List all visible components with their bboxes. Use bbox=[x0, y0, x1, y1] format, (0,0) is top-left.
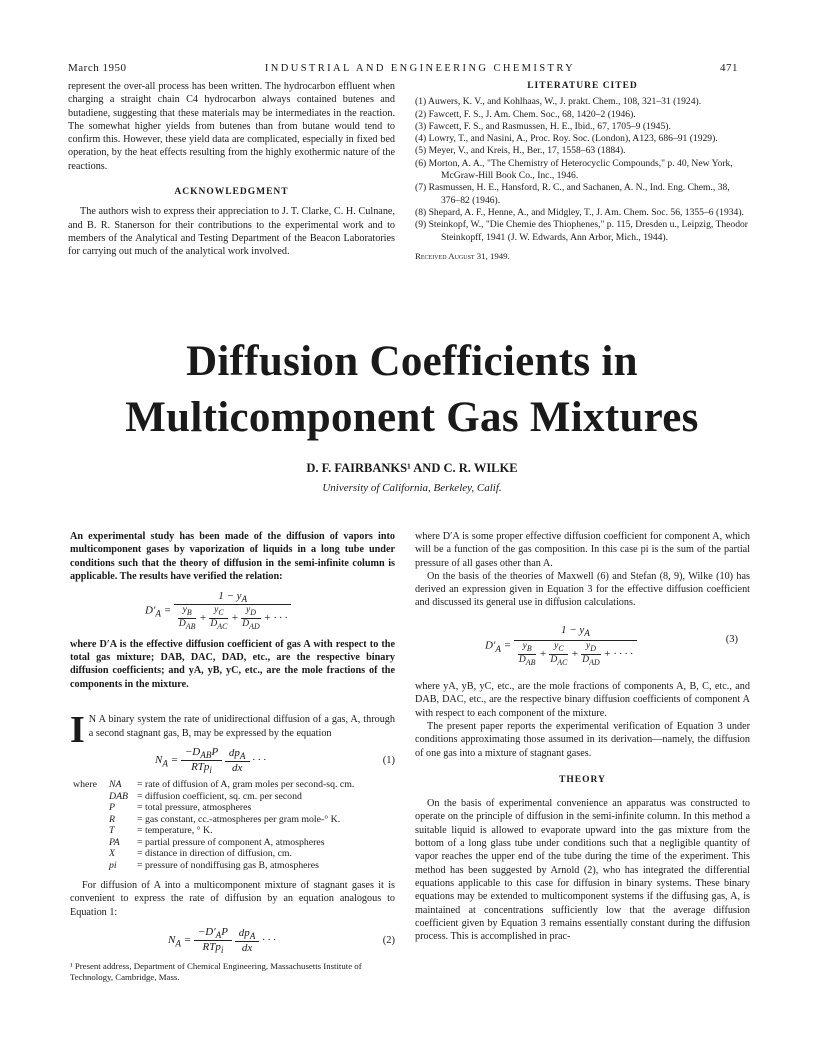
reference-item: (7) Rasmussen, H. E., Hansford, R. C., and Sachanen, A. N., Ind. Eng. Chem., 38, 376–82 (1946). bbox=[415, 182, 730, 206]
reference-item: (6) Morton, A. A., "The Chemistry of Heterocyclic Compounds," p. 40, New York, McGraw-Hill Book Co., Inc., 1946. bbox=[415, 157, 733, 182]
reference-item: (4) Lowry, T., and Nasini, A., Proc. Roy. Soc. (London), A123, 686–91 (1929). bbox=[415, 133, 718, 145]
var-definition: = total pressure, atmospheres bbox=[137, 802, 252, 814]
var-symbol: X bbox=[109, 848, 115, 860]
var-definition: = gas constant, cc.-atmospheres per gram mole-° K. bbox=[137, 813, 341, 825]
var-symbol: R bbox=[109, 813, 115, 825]
var-definition: = partial pressure of component A, atmospheres bbox=[137, 836, 325, 848]
equation-1-number: (1) bbox=[382, 754, 395, 766]
reference-item: (5) Meyer, V., and Kreis, H., Ber., 17, 1558–63 (1884). bbox=[415, 145, 626, 157]
right-paragraph-2: On the basis of the theories of Maxwell (6) and Stefan (8, 9), Wilke (10) has derived an expression given in Equation 3 for the effective diffusion coefficient and discussed its general use in diffusion calculations. bbox=[415, 570, 750, 609]
reference-item: (2) Fawcett, F. S., J. Am. Chem. Soc., 68, 1420–2 (1946). bbox=[415, 108, 636, 120]
where-label: where bbox=[73, 779, 97, 791]
equation-3-number: (3) bbox=[725, 633, 738, 645]
author-footnote: ¹ Present address, Department of Chemical Engineering, Massachusetts Institute of Technology, Cambridge, Mass. bbox=[70, 961, 362, 983]
page-number: 471 bbox=[720, 62, 738, 74]
var-symbol: DAB bbox=[109, 790, 129, 802]
multicomponent-intro bbox=[70, 879, 395, 919]
ack-heading: ACKNOWLEDGMENT bbox=[174, 187, 289, 198]
received-date: Received August 31, 1949. bbox=[415, 250, 510, 261]
multi-intro-text: For diffusion of A into a multicomponent mixture of stagnant gases it is convenient to express the rate of diffusion by an equation analogous to Equation 1: bbox=[70, 880, 395, 918]
var-symbol: T bbox=[109, 825, 115, 837]
article-affiliation: University of California, Berkeley, Calif. bbox=[322, 482, 502, 494]
right-paragraph-4: The present paper reports the experimental verification of Equation 3 under conditions approximating those assumed in its derivation—namely, the diffusion of one gas into a mixture of stagnant gases. bbox=[415, 720, 750, 759]
running-date: March 1950 bbox=[68, 62, 127, 74]
equation-2-number: (2) bbox=[382, 935, 395, 947]
equation-abstract: $D'_A$ = $1 - y_A$ $\frac{y_B}{D_{AB}}$ + $\frac{y_C}{D_{AC}}$ + $\frac{y_D}{D_{AD}}$ + · · · bbox=[145, 590, 395, 632]
ack-text: The authors wish to express their appreciation to J. T. Clarke, C. H. Culnane, and B. R. Stanerson for their contributions to the experimental work and to members of the Analytical and Testing Department of the Beacon Laboratories for carrying out much of the analytical work involved. bbox=[68, 206, 395, 258]
running-journal: INDUSTRIAL AND ENGINEERING CHEMISTRY bbox=[264, 63, 576, 74]
article-left-column bbox=[70, 530, 395, 983]
article-authors: D. F. FAIRBANKS¹ AND C. R. WILKE bbox=[306, 461, 518, 475]
reference-item: (3) Fawcett, F. S., and Rasmussen, H. E., Ibid., 67, 1705–9 (1945). bbox=[415, 120, 671, 132]
article-title-line1: Diffusion Coefficients in bbox=[186, 338, 638, 385]
var-symbol: NA bbox=[109, 779, 122, 791]
variable-definitions bbox=[70, 779, 357, 871]
reference-item: (1) Auwers, K. V., and Kohlhaas, W., J. prakt. Chem., 108, 321–31 (1924). bbox=[415, 96, 702, 108]
var-definition: = diffusion coefficient, sq. cm. per second bbox=[137, 790, 302, 802]
lit-heading: LITERATURE CITED bbox=[527, 81, 638, 91]
var-definition: = rate of diffusion of A, gram moles per second-sq. cm. bbox=[137, 779, 355, 791]
var-symbol: P bbox=[109, 802, 115, 814]
var-definition: = pressure of nondiffusing gas B, atmospheres bbox=[137, 859, 319, 871]
article-right-column bbox=[415, 530, 750, 943]
article-title-line2: Multicomponent Gas Mixtures bbox=[125, 394, 699, 441]
reference-item: (8) Shepard, A. F., Henne, A., and Midgley, T., J. Am. Chem. Soc. 56, 1355–6 (1934). bbox=[415, 206, 744, 218]
prev-article-left bbox=[68, 80, 395, 259]
var-definition: = distance in direction of diffusion, cm. bbox=[137, 848, 292, 860]
theory-paragraph: On the basis of experimental convenience an apparatus was constructed to operate on the principle of diffusion in the semi-infinite column. In this method a suitable liquid is allowed to evaporate upward into the gas mixture from the bottom of a long glass tube under conditions such that a negligible quantity of vapor reaches the upper end of the tube during the time of the experiment. This method has been suggested by Arnold (2), who has integrated the differential equations applicable to this case for diffusion in binary systems. These binary equations may be extended to multicomponent systems if the diffusing gas, A, is maintained at concentrations sufficiently low that the average diffusion coefficient given by Equation 3 remains essentially constant during the diffusion process. This is accomplished in prac- bbox=[415, 798, 750, 943]
prev-paragraph: represent the over-all process has been written. The hydrocarbon effluent when charging a straight chain C4 hydrocarbon always contained butenes and butadiene, suggesting that these materials may be intermediates in the reaction. The somewhat higher yields from butenes than from butane would tend to confirm this. However, these yield data are complicated, especially in fixed bed operation, by the heat effects resulting from the highly exothermic nature of the reactions. bbox=[68, 81, 395, 172]
intro-text: N A binary system the rate of unidirectional diffusion of a gas, A, through a second stagnant gas, B, may be expressed by the equation bbox=[88, 714, 395, 739]
equation-3: $D'_A$ = $1 - y_A$ $\frac{y_B}{D_{AB}}$ + $\frac{y_C}{D_{AC}}$ + $\frac{y_D}{D_{AD}}$ + · · · · (3) bbox=[485, 623, 738, 668]
introduction bbox=[70, 709, 395, 752]
var-symbol: PA bbox=[109, 836, 120, 848]
var-definition: = temperature, ° K. bbox=[137, 825, 213, 837]
var-symbol: pi bbox=[109, 859, 117, 871]
theory-heading: THEORY bbox=[559, 774, 606, 785]
right-paragraph-1: where D′A is some proper effective diffusion coefficient for component A, which will be a function of the gas composition. In this case pi is the sum of the partial pressure of all gases other than A. bbox=[415, 531, 750, 569]
equation-2: $N_A$ = $\frac{-D'_AP}{RTp_i}$ $\frac{dp_A}{dx}$ · · · (2) bbox=[168, 926, 395, 956]
right-paragraph-3: where yA, yB, yC, etc., are the mole fractions of components A, B, C, etc., and DAB, DAC, etc., are the respective binary diffusion coefficients of component A with respect to each component of the mixture. bbox=[415, 681, 750, 719]
drop-cap: I bbox=[70, 709, 85, 752]
equation-1: $N_A$ = $\frac{-D_{AB}P}{RTp_i}$ $\frac{dp_A}{dx}$ · · · (1) bbox=[155, 745, 395, 776]
literature-cited bbox=[415, 80, 750, 262]
abstract: An experimental study has been made of the diffusion of vapors into multicomponent gases by vaporization of liquids in a long tube under conditions such that the theory of diffusion in the semi-infinite column is applicable. The results have verified the relation: bbox=[70, 531, 395, 583]
abstract-after: where D′A is the effective diffusion coefficient of gas A with respect to the total gas mixture; DAB, DAC, DAD, etc., are the respective binary diffusion coefficients; and yA, yB, yC, etc., are the mole fractions of the components in the mixture. bbox=[70, 638, 395, 690]
reference-item: (9) Steinkopf, W., "Die Chemie des Thiophenes," p. 115, Dresden u., Leipzig, Theodor Steinkopff, 1941 (J. W. Edwards, Ann Arbor, Mich., 1944). bbox=[415, 219, 748, 243]
